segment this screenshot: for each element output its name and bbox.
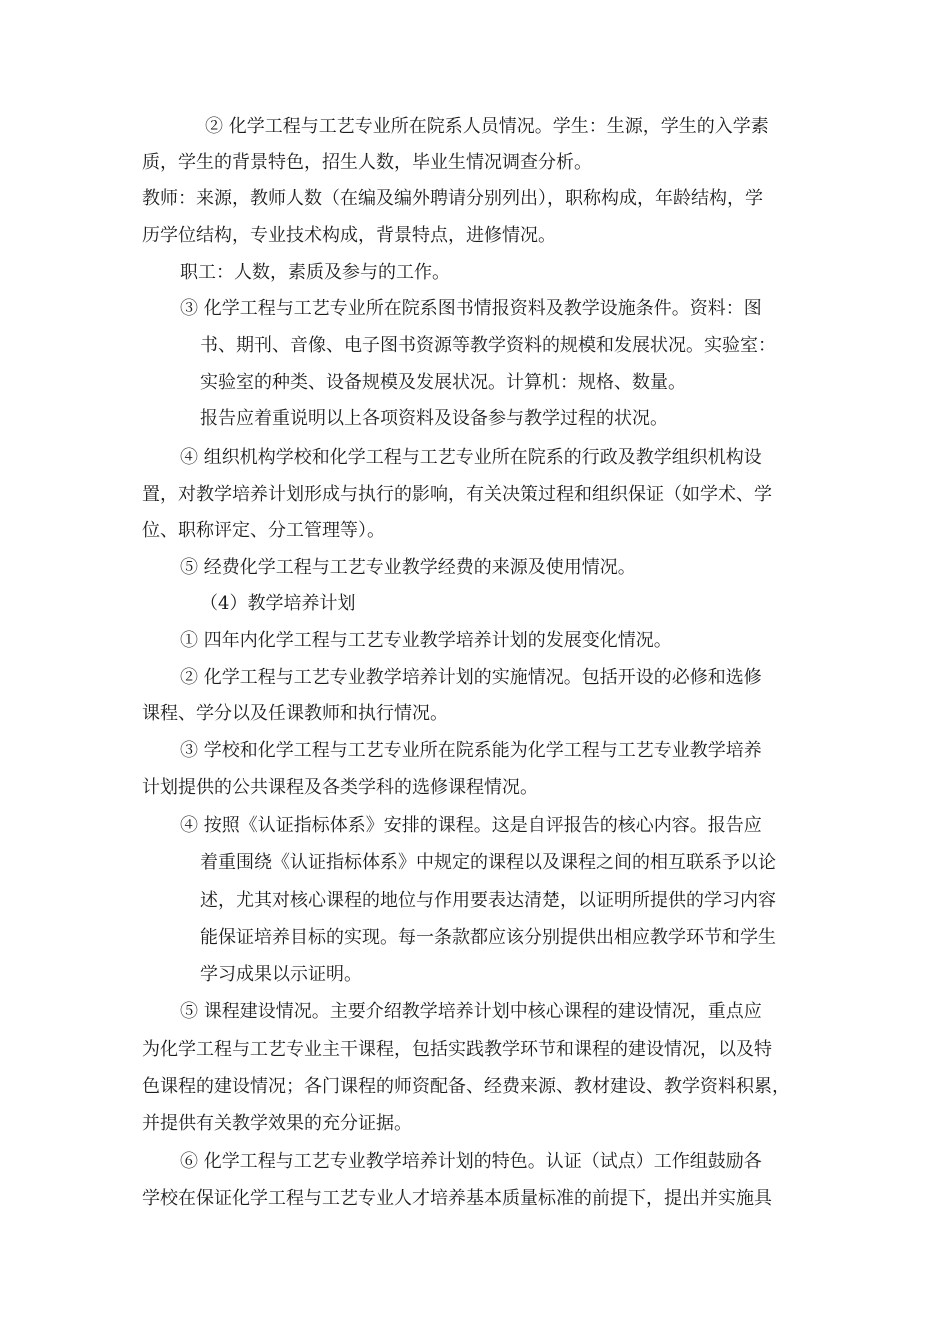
- text-line: 并提供有关教学效果的充分证据。: [142, 1113, 412, 1134]
- section-heading: （4）教学培养计划: [200, 593, 356, 614]
- text-line: 教师：来源，教师人数（在编及编外聘请分别列出），职称构成，年龄结构，学: [142, 188, 763, 209]
- text-line: 着重围绕《认证指标体系》中规定的课程以及课程之间的相互联系予以论: [200, 852, 776, 873]
- text-line: 位、职称评定、分工管理等）。: [142, 520, 385, 541]
- text-line: 质，学生的背景特色，招生人数，毕业生情况调查分析。: [142, 152, 592, 173]
- text-line: ① 四年内化学工程与工艺专业教学培养计划的发展变化情况。: [180, 630, 672, 651]
- text-line: ③ 化学工程与工艺专业所在院系图书情报资料及教学设施条件。资料：图: [180, 298, 762, 319]
- text-line: 学校在保证化学工程与工艺专业人才培养基本质量标准的前提下，提出并实施具: [142, 1188, 772, 1209]
- text-line: ④ 组织机构学校和化学工程与工艺专业所在院系的行政及教学组织机构设: [180, 447, 762, 468]
- text-line: 书、期刊、音像、电子图书资源等教学资料的规模和发展状况。实验室：: [200, 335, 776, 356]
- text-line: 能保证培养目标的实现。每一条款都应该分别提供出相应教学环节和学生: [200, 927, 776, 948]
- text-line: ② 化学工程与工艺专业教学培养计划的实施情况。包括开设的必修和选修: [180, 667, 762, 688]
- text-line: ② 化学工程与工艺专业所在院系人员情况。学生：生源，学生的入学素: [205, 116, 769, 137]
- text-line: ④ 按照《认证指标体系》安排的课程。这是自评报告的核心内容。报告应: [180, 815, 762, 836]
- text-line: 课程、学分以及任课教师和执行情况。: [142, 703, 448, 724]
- text-line: 学习成果以示证明。: [200, 964, 362, 985]
- text-line: 职工：人数，素质及参与的工作。: [180, 262, 450, 283]
- text-line: 为化学工程与工艺专业主干课程，包括实践教学环节和课程的建设情况，以及特: [142, 1039, 772, 1060]
- text-line: ③ 学校和化学工程与工艺专业所在院系能为化学工程与工艺专业教学培养: [180, 740, 762, 761]
- text-line: 述，尤其对核心课程的地位与作用要表达清楚，以证明所提供的学习内容: [200, 890, 776, 911]
- text-line: ⑤ 经费化学工程与工艺专业教学经费的来源及使用情况。: [180, 557, 636, 578]
- text-line: ⑥ 化学工程与工艺专业教学培养计划的特色。认证（试点）工作组鼓励各: [180, 1151, 762, 1172]
- text-line: 计划提供的公共课程及各类学科的选修课程情况。: [142, 777, 538, 798]
- text-line: 实验室的种类、设备规模及发展状况。计算机：规格、数量。: [200, 372, 686, 393]
- text-line: 色课程的建设情况；各门课程的师资配备、经费来源、教材建设、教学资料积累，: [142, 1076, 790, 1097]
- text-line: 报告应着重说明以上各项资料及设备参与教学过程的状况。: [200, 408, 668, 429]
- text-line: ⑤ 课程建设情况。主要介绍教学培养计划中核心课程的建设情况，重点应: [180, 1001, 762, 1022]
- text-line: 历学位结构，专业技术构成，背景特点，进修情况。: [142, 225, 556, 246]
- text-line: 置，对教学培养计划形成与执行的影响，有关决策过程和组织保证（如学术、学: [142, 484, 772, 505]
